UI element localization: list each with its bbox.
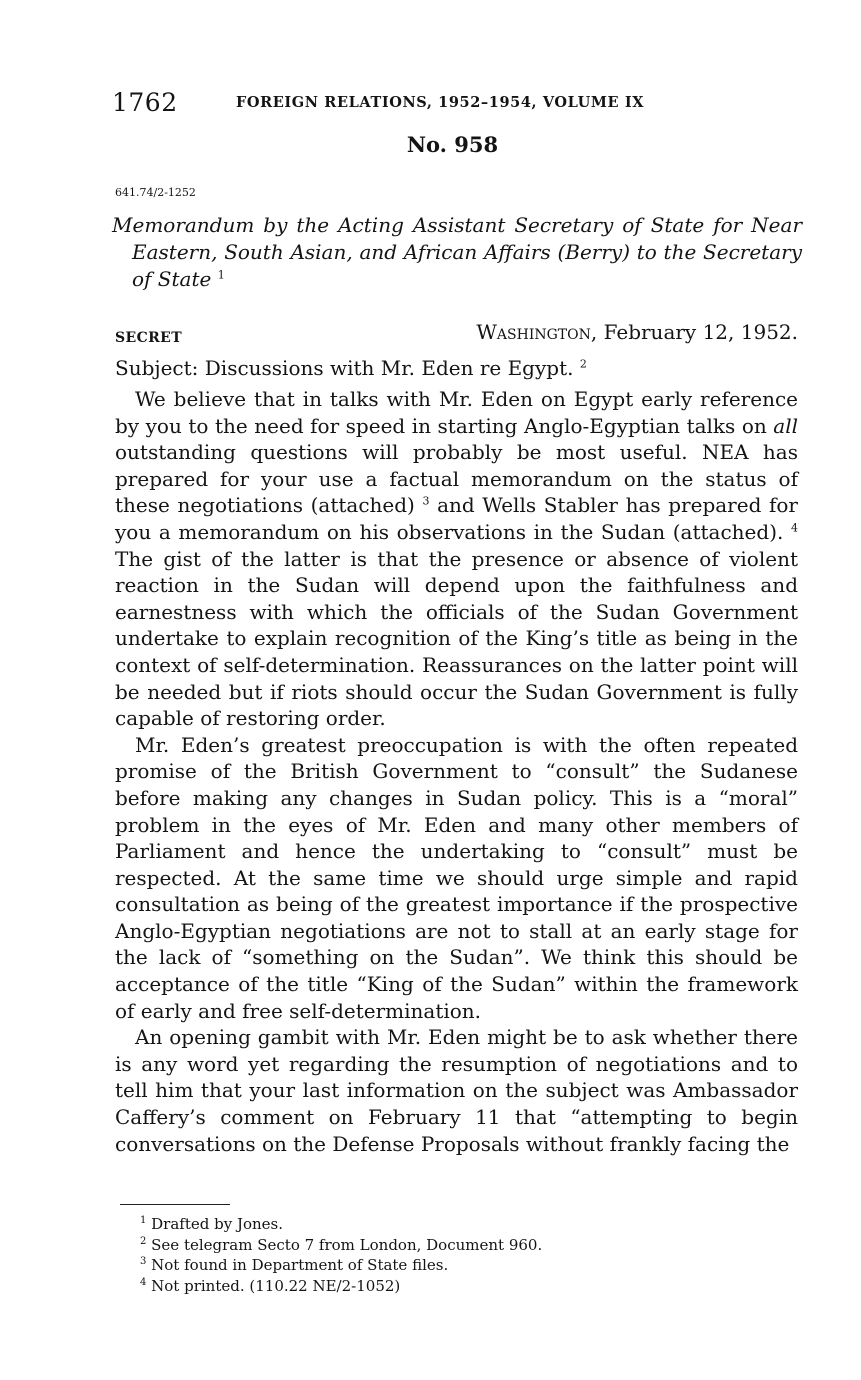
running-title: FOREIGN RELATIONS, 1952–1954, VOLUME IX (236, 94, 645, 111)
footnote-text: See telegram Secto 7 from London, Document 960. (151, 1235, 543, 1254)
footnote-text: Drafted by Jones. (151, 1215, 284, 1233)
document-number: No. 958 (406, 132, 499, 157)
footnote-text: Not printed. (110.22 NE/2-1052) (151, 1276, 401, 1295)
paragraph-3: An opening gambit with Mr. Eden might be to ask whether there is any word yet regarding the resumption of negotiations and to tell him that your last information on the subject was Ambassador Caffery’s comment on February 11 that “attempting to begin conversations on the Defense Proposals without frankly facing the (115, 1025, 798, 1156)
emphasis-text: all (773, 413, 798, 438)
paragraph-1 (115, 386, 798, 732)
footnote-4 (140, 1276, 800, 1297)
page-number: 1762 (112, 88, 178, 117)
footnote-ref: 1 (217, 268, 225, 282)
footnote-divider (120, 1204, 230, 1205)
memo-body (115, 386, 798, 1157)
footnote-ref: 4 (791, 521, 798, 535)
footnote-mark: 2 (140, 1235, 147, 1247)
footnote-mark: 4 (140, 1276, 147, 1288)
date-line (476, 320, 798, 344)
footnote-ref: 2 (579, 357, 587, 371)
footnote-mark: 3 (140, 1256, 147, 1267)
paragraph-text: and Wells Stabler has prepared for you a memorandum on his observations in the Sudan (attached). (115, 493, 798, 544)
footnote-mark: 1 (140, 1215, 147, 1226)
footnote-2 (140, 1235, 800, 1256)
paragraph-2: Mr. Eden’s greatest preoccupation is with the often repeated promise of the British Government to “consult” the Sudanese before making any changes in Sudan policy. This is a “moral” problem in the eyes of Mr. Eden and many other members of Parliament and hence the undertaking to “consult” must be respected. At the same time we should urge simple and rapid consultation as being of the greatest importance if the prospective Anglo-Egyptian negotiations are not to stall at an early stage for the lack of “something on the Sudan”. We think this should be acceptance of the title “King of the Sudan” within the framework of early and free self-determination. (115, 732, 798, 1023)
dateline-date: , February 12, 1952. (590, 320, 798, 344)
footnote-3 (140, 1255, 800, 1276)
paragraph-text: We believe that in talks with Mr. Eden on Egypt early reference by you to the need for speed in starting Anglo-Egyptian talks on (115, 387, 798, 438)
file-code: 641.74/2-1252 (115, 186, 196, 199)
dateline-city: Washington (476, 320, 591, 344)
paragraph-text: The gist of the latter is that the presence or absence of violent reaction in the Sudan will depend upon the faithfulness and earnestness with which the officials of the Sudan Government undertake to explain recognition of the King’s title as being in the context of self-determination. Reassurances on the latter point will be needed but if riots should occur the Sudan Government is fully capable of restoring order. (115, 546, 798, 731)
paragraph-text: outstanding questions will probably be most useful. NEA has prepared for your use a factual memorandum on the status of these negotiations (attached) (115, 440, 798, 518)
subject-text: Subject: Discussions with Mr. Eden re Egypt. (115, 356, 574, 380)
classification-marking: SECRET (115, 330, 183, 346)
document-title-text: Memorandum by the Acting Assistant Secretary of State for Near Eastern, South Asian, and African Affairs (Berry) to the Secretary of State (112, 213, 802, 291)
footnote-1 (140, 1214, 800, 1235)
dateline (115, 320, 798, 350)
footnotes (140, 1214, 800, 1296)
subject-line (115, 356, 805, 380)
document-title (112, 212, 802, 293)
footnote-text: Not found in Department of State files. (151, 1256, 449, 1274)
page-header (112, 88, 812, 122)
footnote-ref: 3 (422, 494, 430, 508)
